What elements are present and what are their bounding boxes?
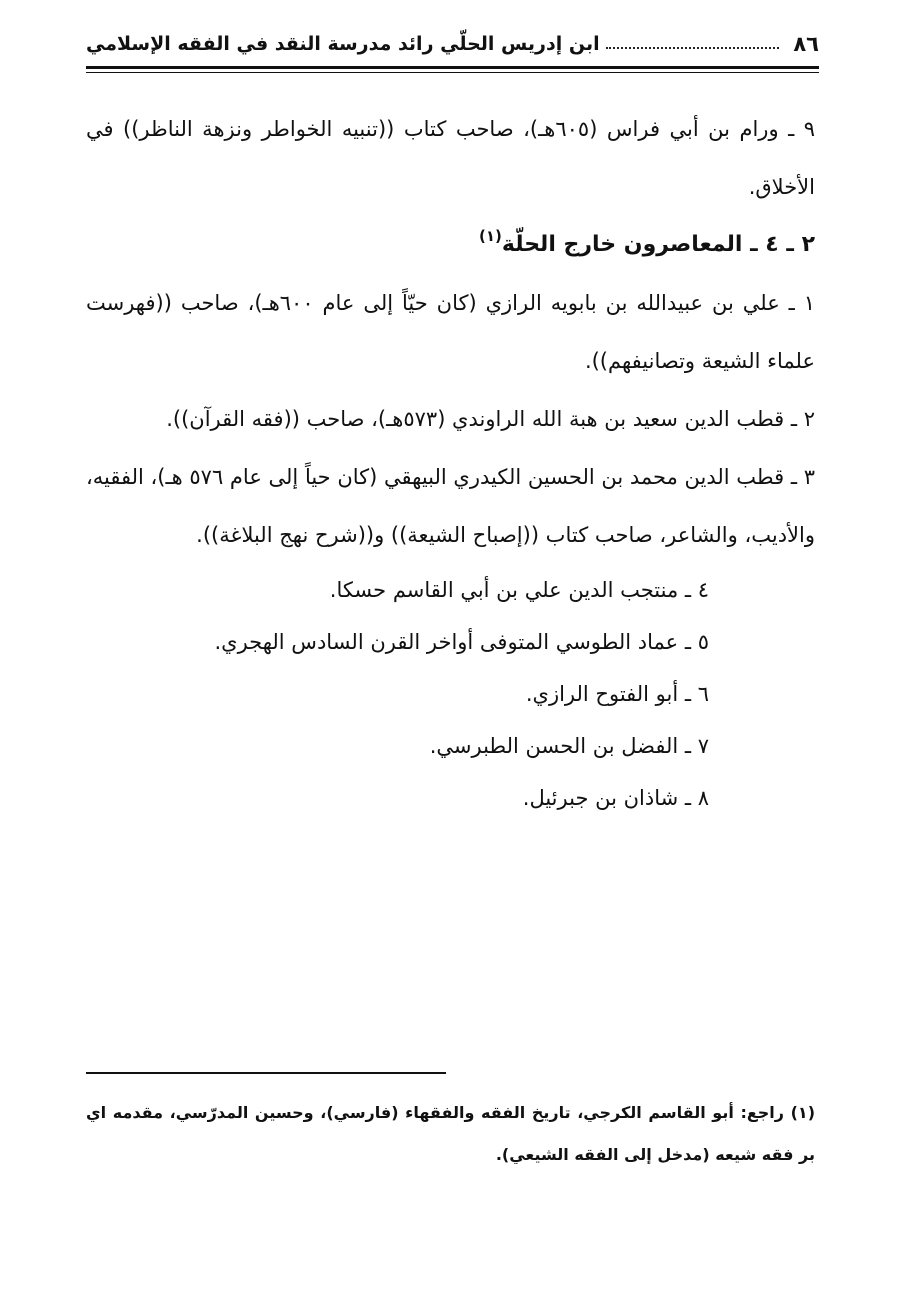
header-rule-thin	[86, 72, 819, 73]
list-item: ٤ ـ منتجب الدين علي بن أبي القاسم حسكا.	[329, 578, 709, 602]
section-heading	[86, 216, 815, 274]
paragraph-item-2: ٢ ـ قطب الدين سعيد بن هبة الله الراوندي (٥٧٣هـ)، صاحب ((فقه القرآن)).	[166, 407, 815, 431]
list-item: ٥ ـ عماد الطوسي المتوفى أواخر القرن السادس الهجري.	[214, 630, 709, 654]
paragraph-item-3: ٣ ـ قطب الدين محمد بن الحسين الكيدري البيهقي (كان حياً إلى عام ٥٧٦ هـ)، الفقيه، والأديب، والشاعر، صاحب كتاب ((إصباح الشيعة)) و((شرح نهج البلاغة)).	[86, 465, 815, 547]
footnotes	[86, 1092, 815, 1176]
section-heading-text: ٢ ـ ٤ ـ المعاصرون خارج الحلّة	[501, 232, 815, 257]
header-rule-thick	[86, 66, 819, 69]
footnote-separator	[86, 1072, 446, 1074]
main-text	[86, 100, 815, 824]
running-title: ابن إدريس الحلّي رائد مدرسة النقد في الفقه الإسلامي	[86, 33, 600, 55]
list-item: ٧ ـ الفضل بن الحسن الطبرسي.	[429, 734, 709, 758]
contemporaries-list	[86, 564, 815, 824]
running-header	[86, 24, 819, 64]
paragraph-item-1: ١ ـ علي بن عبيدالله بن بابويه الرازي (كان حيّاً إلى عام ٦٠٠هـ)، صاحب ((فهرست علماء الشيعة وتصانيفهم)).	[86, 291, 815, 373]
page-number: ٨٦	[793, 32, 819, 56]
dotted-leader	[606, 47, 780, 49]
footnote-1: (١) راجع: أبو القاسم الكرجي، تاريخ الفقه والفقهاء (فارسي)، وحسين المدرّسي، مقدمه اي بر فقه شيعه (مدخل إلى الفقه الشيعي).	[86, 1103, 815, 1164]
footnote-reference: (١)	[479, 227, 502, 245]
list-item: ٦ ـ أبو الفتوح الرازي.	[525, 682, 709, 706]
paragraph-item-9: ٩ ـ ورام بن أبي فراس (٦٠٥هـ)، صاحب كتاب ((تنبيه الخواطر ونزهة الناظر)) في الأخلاق.	[86, 117, 816, 199]
list-item: ٨ ـ شاذان بن جبرئيل.	[522, 786, 709, 810]
